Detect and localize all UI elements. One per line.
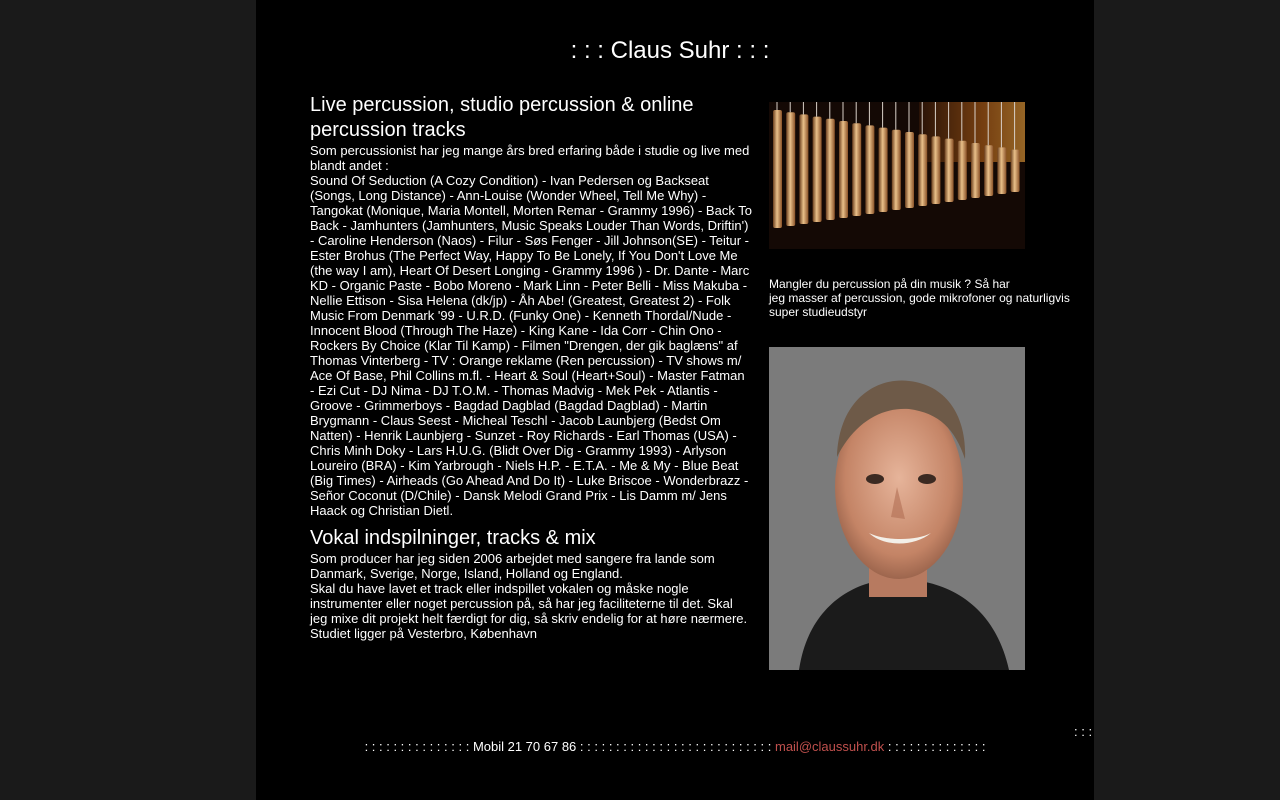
percussion-credits: Sound Of Seduction (A Cozy Condition) - Ivan Pedersen og Backseat (Songs, Long Distance) - Ann-Louise (Wonder Wheel, Tell Me Why) - Tangokat (Monique, Maria Montell, Morten Remar - Grammy 1996) - Back To Back - Jamhunters (Jamhunters, Music Speaks Louder Than Words, Driftin') - Caroline Henderson (Naos) - Filur - Søs Fenger - Jill Johnson(SE) - Teitur - Ester Brohus (The Perfect Way, Happy To Be Lonely, If You Don't Love Me (the way I am), Heart Of Desert Longing - Grammy 1996 ) - Dr. Dante - Marc KD - Organic Paste - Bobo Moreno - Mark Linn - Peter Belli - Miss Makuba - Nellie Ettison - Sisa Helena (dk/jp) - Åh Abe! (Greatest, Greatest 2) - Folk Music From Denmark '99 - U.R.D. (Funky One) - Kenneth Thordal/Nude - Innocent Blood (Through The Haze) - King Kane - Ida Corr - Chin Ono - Rockers By Choice (Klar Til Kamp) - Filmen "Drengen, der gik baglæns" af Thomas Vinterberg - TV : Orange reklame (Ren percussion) - TV shows m/ Ace Of Base, Phil Collins m.fl. - Heart & Soul (Heart+Soul) - Master Fatman - Ezi Cut - DJ Nima - DJ T.O.M. - Thomas Madvig - Mek Pek - Atlantis - Groove - Grimmerboys - Bagdad Dagblad (Bagdad Dagblad) - Martin Brygmann - Claus Seest - Micheal Teschl - Jacob Launbjerg (Bedst Om Natten) - Henrik Launbjerg - Sunzet - Roy Richards - Earl Thomas (USA) - Chris Minh Doky - Lars H.U.G. (Blidt Over Dig - Grammy 1993) - Arlyson Loureiro (BRA) - Kim Yarbrough - Niels H.P. - E.T.A. - Me & My - Blue Beat (Big Times) - Airheads (Go Ahead And Do It) - Luke Briscoe - Wonderbrazz - Señor Coconut (D/Chile) - Dansk Melodi Grand Prix - Lis Damm m/ Jens Haack og Christian Dietl.: [310, 173, 752, 518]
sidebar-line: Mangler du percussion på din musik ? Så har: [769, 277, 1010, 291]
email-link[interactable]: mail@claussuhr.dk: [774, 739, 885, 754]
footer: [256, 739, 1094, 754]
page-container: [256, 0, 1094, 800]
phone-number: Mobil 21 70 67 86: [472, 739, 577, 754]
studio-location: Studiet ligger på Vesterbro, København: [310, 626, 537, 641]
percussion-intro: Som percussionist har jeg mange års bred erfaring både i studie og live med blandt andet :: [310, 143, 750, 173]
sidebar-line: super studieudstyr: [769, 305, 868, 319]
sidebar-line: jeg masser af percussion, gode mikrofoner og naturligvis: [769, 291, 1070, 305]
vocal-paragraph-2: Skal du have lavet et track eller indspillet vokalen og måske nogle instrumenter eller noget percussion på, så har jeg faciliteterne til det. Skal jeg mixe dit projekt helt færdigt for dig, så skriv endelig for at høre nærmere.: [310, 581, 748, 626]
site-title: : : : Claus Suhr : : :: [570, 37, 770, 64]
footer-trailing-dots: : : :: [1074, 724, 1093, 739]
vocal-paragraph-1: Som producer har jeg siden 2006 arbejdet med sangere fra lande som Danmark, Sverige, Norge, Island, Holland og England.: [310, 551, 715, 581]
section-title-percussion: Live percussion, studio percussion & online percussion tracks: [310, 94, 694, 141]
portrait-photo: [769, 347, 1025, 670]
sidebar-text: [769, 277, 1089, 319]
footer-dots: : : : : : : : : : : : : : :: [887, 739, 986, 754]
section-title-vocal: Vokal indspilninger, tracks & mix: [310, 527, 596, 549]
sidebar: [769, 102, 1089, 670]
main-content: [310, 93, 752, 641]
wind-chimes-image: [769, 102, 1025, 249]
footer-dots: : : : : : : : : : : : : : : :: [364, 739, 470, 754]
footer-dots: : : : : : : : : : : : : : : : : : : : : : : : : : : :: [579, 739, 772, 754]
